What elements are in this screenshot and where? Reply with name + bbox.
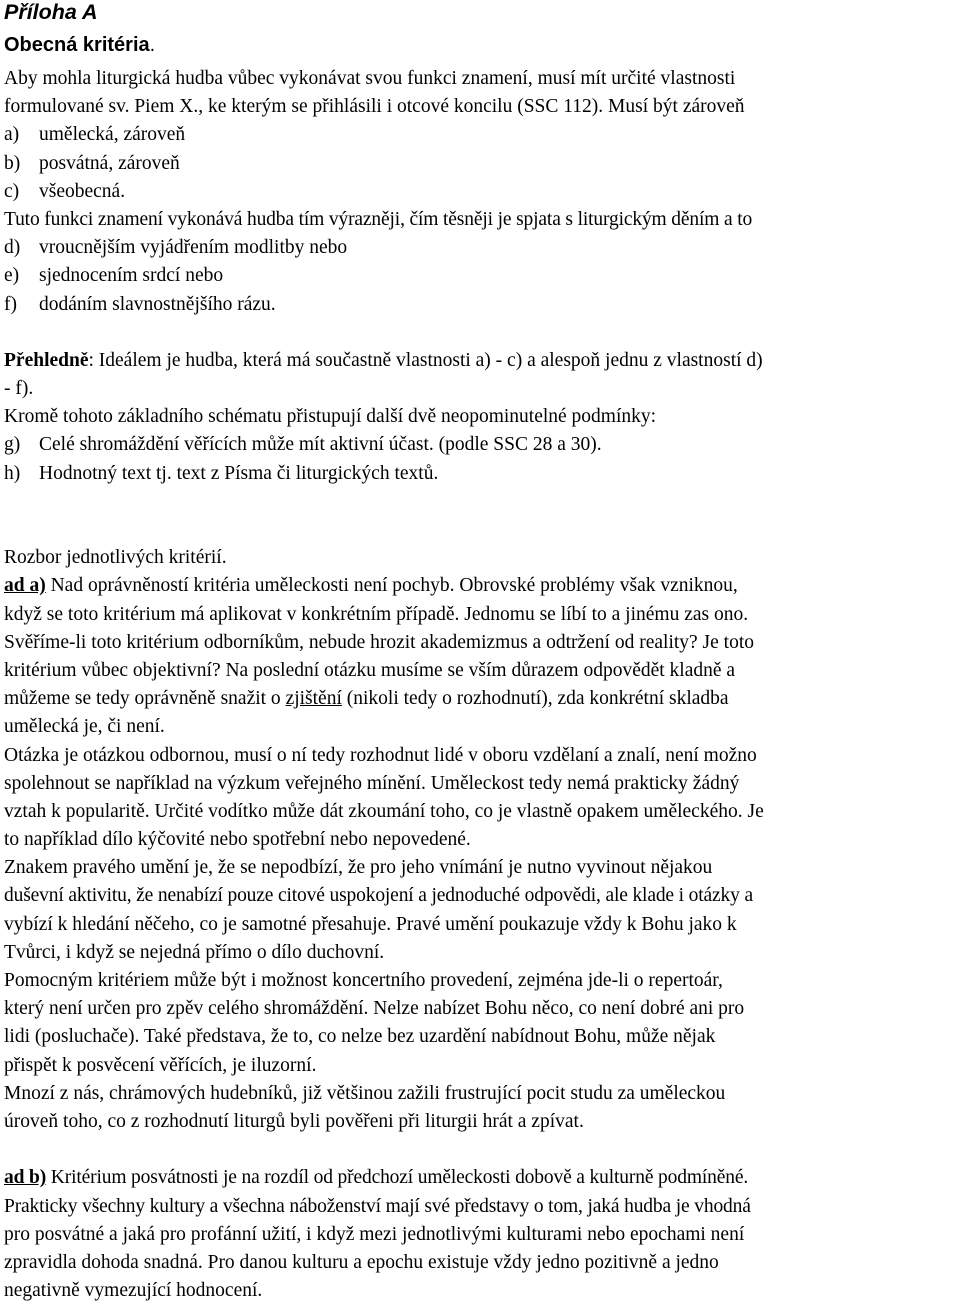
list-item: [4, 150, 958, 178]
paragraph-line: vztah k popularitě. Určité vodítko může dát zkoumání toho, co je vlastně opakem uměleckého. Je: [4, 800, 764, 822]
list-item-label: f): [4, 293, 17, 315]
paragraph-line: spolehnout se například na výzkum veřejného mínění. Uměleckost tedy nemá prakticky žádný: [4, 772, 740, 794]
paragraph-line: [4, 572, 958, 600]
paragraph-line: Mnozí z nás, chrámových hudebníků, již většinou zažili frustrující pocit studu za uměleckou: [4, 1082, 726, 1104]
list-item-label: h): [4, 462, 21, 484]
paragraph-line: přispět k posvěcení věřících, je iluzorní.: [4, 1054, 317, 1076]
summary-line: [4, 347, 958, 375]
paragraph-line: pro posvátné a jaká pro profánní užití, i když mezi jednotlivými kulturami nebo epochami není: [4, 1223, 745, 1245]
paragraph-line: duševní aktivitu, že nenabízí pouze citové uspokojení a jednoduché odpovědi, ale klade i otázky a: [4, 885, 753, 907]
paragraph-gap: [4, 319, 958, 347]
appendix-heading: Příloha A: [4, 0, 98, 24]
list-item-text: sjednocením srdcí nebo: [39, 265, 224, 287]
analysis-title: Rozbor jednotlivých kritérií.: [4, 547, 227, 569]
list-item: [4, 178, 958, 206]
list-item-label: d): [4, 237, 21, 259]
list-item-text: posvátná, zároveň: [39, 152, 180, 174]
list-item-label: e): [4, 265, 20, 287]
paragraph-text: (nikoli tedy o rozhodnutí), zda konkrétní skladba: [341, 688, 729, 710]
intro-line: formulované sv. Piem X., ke kterým se přihlásili i otcové koncilu (SSC 112). Musí být zároveň: [4, 96, 745, 118]
underlined-word: zjištění: [285, 688, 342, 710]
section-title-text: Obecná kritéria: [4, 34, 150, 56]
list-item-label: b): [4, 152, 21, 174]
list-item: [4, 121, 958, 149]
paragraph-text: Kritérium posvátnosti je na rozdíl od předchozí uměleckosti dobově a kulturně podmíněné.: [46, 1167, 749, 1189]
paragraph-gap: [4, 488, 958, 544]
list-item-label: c): [4, 180, 20, 202]
paragraph-line: zpravidla dohoda snadná. Pro danou kulturu a epochu existuje vždy jedno pozitivně a jedno: [4, 1251, 719, 1273]
summary-label: Přehledně: [4, 349, 89, 371]
list-item-text: umělecká, zároveň: [39, 124, 186, 146]
paragraph-line: umělecká je, či není.: [4, 716, 165, 738]
list-item: [4, 460, 958, 488]
paragraph-line: Svěříme-li toto kritérium odborníkům, nebude hrozit akademizmus a odtržení od reality? Je toto: [4, 631, 755, 653]
paragraph-line: když se toto kritérium má aplikovat v konkrétním případě. Jednomu se líbí to a jinému zas ono.: [4, 603, 749, 625]
summary-line: - f).: [4, 378, 34, 400]
paragraph-line: který není určen pro zpěv celého shromáždění. Nelze nabízet Bohu něco, co není dobré ani pro: [4, 998, 745, 1020]
paragraph-line: Otázka je otázkou odbornou, musí o ní tedy rozhodnut lidé v oboru vzdělaní a znalí, není možno: [4, 744, 757, 766]
summary-text: : Ideálem je hudba, která má součastně vlastnosti a) - c) a alespoň jednu z vlastností d): [88, 349, 763, 371]
list-item-label: g): [4, 434, 21, 456]
paragraph-line: úroveň toho, co z rozhodnutí liturgů byli pověřeni při liturgii hrát a zpívat.: [4, 1110, 584, 1132]
paragraph-line: Tuto funkci znamení vykonává hudba tím výrazněji, čím těsněji je spjata s liturgickým děním a to: [4, 208, 753, 230]
intro-line: Aby mohla liturgická hudba vůbec vykonávat svou funkci znamení, musí mít určité vlastnosti: [4, 68, 736, 89]
paragraph-line: Kromě tohoto základního schématu přistupují další dvě neopominutelné podmínky:: [4, 406, 657, 428]
paragraph-text: můžeme se tedy oprávněně snažit o: [4, 688, 286, 710]
paragraph-line: kritérium vůbec objektivní? Na poslední otázku musíme se vším důrazem odpovědět kladně a: [4, 659, 736, 681]
section-title: [4, 25, 958, 65]
paragraph-gap: [4, 1136, 958, 1164]
list-item: [4, 234, 958, 262]
paragraph-line: lidi (posluchače). Také představa, že to, co nelze bez uzardění nabídnout Bohu, může nějak: [4, 1026, 716, 1048]
ad-b-label: ad b): [4, 1167, 47, 1189]
paragraph-line: [4, 685, 958, 713]
list-item: [4, 291, 958, 319]
list-item: [4, 431, 958, 459]
list-item-label: a): [4, 124, 20, 146]
section-title-dot: .: [149, 34, 156, 56]
paragraph-line: Tvůrci, i když se nejedná přímo o dílo duchovní.: [4, 941, 385, 963]
list-item-text: Celé shromáždění věřících může mít aktivní účast. (podle SSC 28 a 30).: [39, 434, 602, 456]
document-page: [4, 0, 958, 1305]
paragraph-line: Pomocným kritériem může být i možnost koncertního provedení, zejména jde-li o repertoár,: [4, 970, 723, 992]
paragraph-text: Nad oprávněností kritéria uměleckosti není pochyb. Obrovské problémy však vzniknou,: [45, 575, 738, 597]
list-item-text: vroucnějším vyjádřením modlitby nebo: [39, 237, 348, 259]
paragraph-line: to například dílo kýčovité nebo spotřební nebo nepovedené.: [4, 829, 471, 851]
list-item-text: všeobecná.: [39, 180, 126, 202]
paragraph-line: Prakticky všechny kultury a všechna náboženství mají své představy o tom, jaká hudba je vhodná: [4, 1195, 751, 1217]
ad-a-label: ad a): [4, 575, 46, 597]
list-item-text: Hodnotný text tj. text z Písma či liturgických textů.: [39, 462, 439, 484]
list-item-text: dodáním slavnostnějšího rázu.: [39, 293, 276, 315]
paragraph-line: [4, 1164, 958, 1192]
paragraph-line: vybízí k hledání něčeho, co je samotné přesahuje. Pravé umění poukazuje vždy k Bohu jako k: [4, 913, 737, 935]
paragraph-line: Znakem pravého umění je, že se nepodbízí, že pro jeho vnímání je nutno vyvinout nějakou: [4, 857, 713, 879]
paragraph-line: negativně vymezující hodnocení.: [4, 1280, 263, 1302]
list-item: [4, 262, 958, 290]
